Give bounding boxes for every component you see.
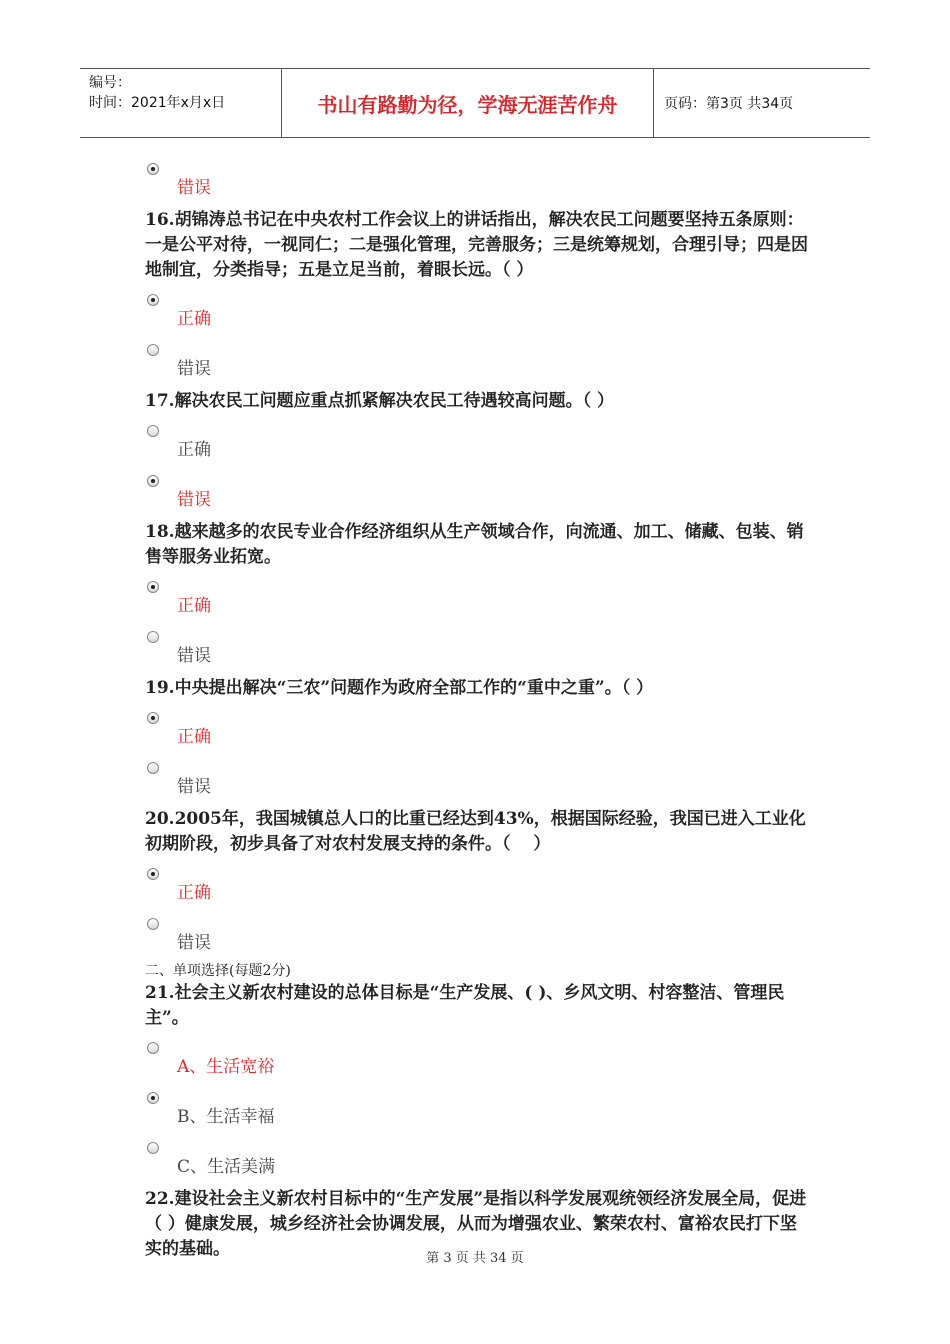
q20-option-right[interactable]: [145, 857, 810, 907]
radio-icon[interactable]: [147, 762, 159, 774]
option-label: A、生活宽裕: [177, 1057, 275, 1077]
question-16: 16.胡锦涛总书记在中央农村工作会议上的讲话指出，解决农民工问题要坚持五条原则：一是公平对待，一视同仁；二是强化管理，完善服务；三是统筹规划，合理引导；四是因地制宜，分类指导；五是立足当前，着眼长远。（ ）: [145, 210, 808, 280]
radio-selected-icon[interactable]: [147, 163, 159, 175]
option-label: 正确: [177, 309, 211, 329]
radio-icon[interactable]: [147, 1142, 159, 1154]
q17-option-right[interactable]: [145, 414, 810, 464]
q18-option-wrong[interactable]: [145, 620, 810, 670]
radio-selected-icon[interactable]: [147, 712, 159, 724]
radio-selected-icon[interactable]: [147, 294, 159, 306]
radio-selected-icon[interactable]: [147, 581, 159, 593]
option-label: 错误: [177, 646, 211, 666]
radio-icon[interactable]: [147, 631, 159, 643]
q19-option-wrong[interactable]: [145, 751, 810, 801]
question-21: 21.社会主义新农村建设的总体目标是“生产发展、( )、乡风文明、村容整洁、管理民主”。: [145, 983, 785, 1028]
q17-option-wrong[interactable]: [145, 464, 810, 514]
option-label: 错误: [177, 178, 211, 198]
option-label: B、生活幸福: [177, 1107, 275, 1127]
quiz-content: [145, 152, 810, 1262]
page-footer: 第 3 页 共 34 页: [426, 1251, 524, 1266]
option-label: 错误: [177, 933, 211, 953]
question-20: 20.2005年，我国城镇总人口的比重已经达到43%，根据国际经验，我国已进入工业化初期阶段，初步具备了对农村发展支持的条件。（ ）: [145, 809, 806, 854]
option-label: C、生活美满: [177, 1157, 276, 1177]
page-header: [80, 68, 870, 138]
radio-selected-icon[interactable]: [147, 475, 159, 487]
q21-option-a[interactable]: [145, 1031, 810, 1081]
q16-option-wrong[interactable]: [145, 333, 810, 383]
q20-option-wrong[interactable]: [145, 907, 810, 957]
q18-option-right[interactable]: [145, 570, 810, 620]
q16-option-right[interactable]: [145, 283, 810, 333]
question-18: 18.越来越多的农民专业合作经济组织从生产领域合作，向流通、加工、储藏、包装、销售等服务业拓宽。: [145, 522, 804, 567]
option-label: 正确: [177, 596, 211, 616]
question-19: 19.中央提出解决“三农”问题作为政府全部工作的“重中之重”。（ ）: [145, 678, 654, 698]
question-17: 17.解决农民工问题应重点抓紧解决农民工待遇较高问题。（ ）: [145, 391, 614, 411]
q15-option-wrong[interactable]: [145, 152, 810, 202]
q21-option-b[interactable]: [145, 1081, 810, 1131]
radio-icon[interactable]: [147, 1042, 159, 1054]
q19-option-right[interactable]: [145, 701, 810, 751]
option-label: 正确: [177, 440, 211, 460]
option-label: 错误: [177, 490, 211, 510]
header-meta: [80, 69, 282, 137]
doc-date-label: 时间：2021年x月x日: [89, 95, 226, 111]
header-motto: 书山有路勤为径，学海无涯苦作舟: [282, 69, 654, 137]
question-22: 22.建设社会主义新农村目标中的“生产发展”是指以科学发展观统领经济发展全局，促进（ ）健康发展，城乡经济社会协调发展，从而为增强农业、繁荣农村、富裕农民打下坚实的基础。: [145, 1189, 807, 1259]
header-page-label: 页码：第3页 共34页: [664, 96, 794, 112]
option-label: 错误: [177, 777, 211, 797]
option-label: 正确: [177, 727, 211, 747]
q21-option-c[interactable]: [145, 1131, 810, 1181]
option-label: 正确: [177, 883, 211, 903]
option-label: 错误: [177, 359, 211, 379]
radio-icon[interactable]: [147, 344, 159, 356]
radio-selected-icon[interactable]: [147, 1092, 159, 1104]
radio-selected-icon[interactable]: [147, 868, 159, 880]
radio-icon[interactable]: [147, 425, 159, 437]
doc-number-label: 编号：: [89, 75, 131, 91]
radio-icon[interactable]: [147, 918, 159, 930]
section-heading: 二、单项选择(每题2分): [145, 963, 291, 979]
